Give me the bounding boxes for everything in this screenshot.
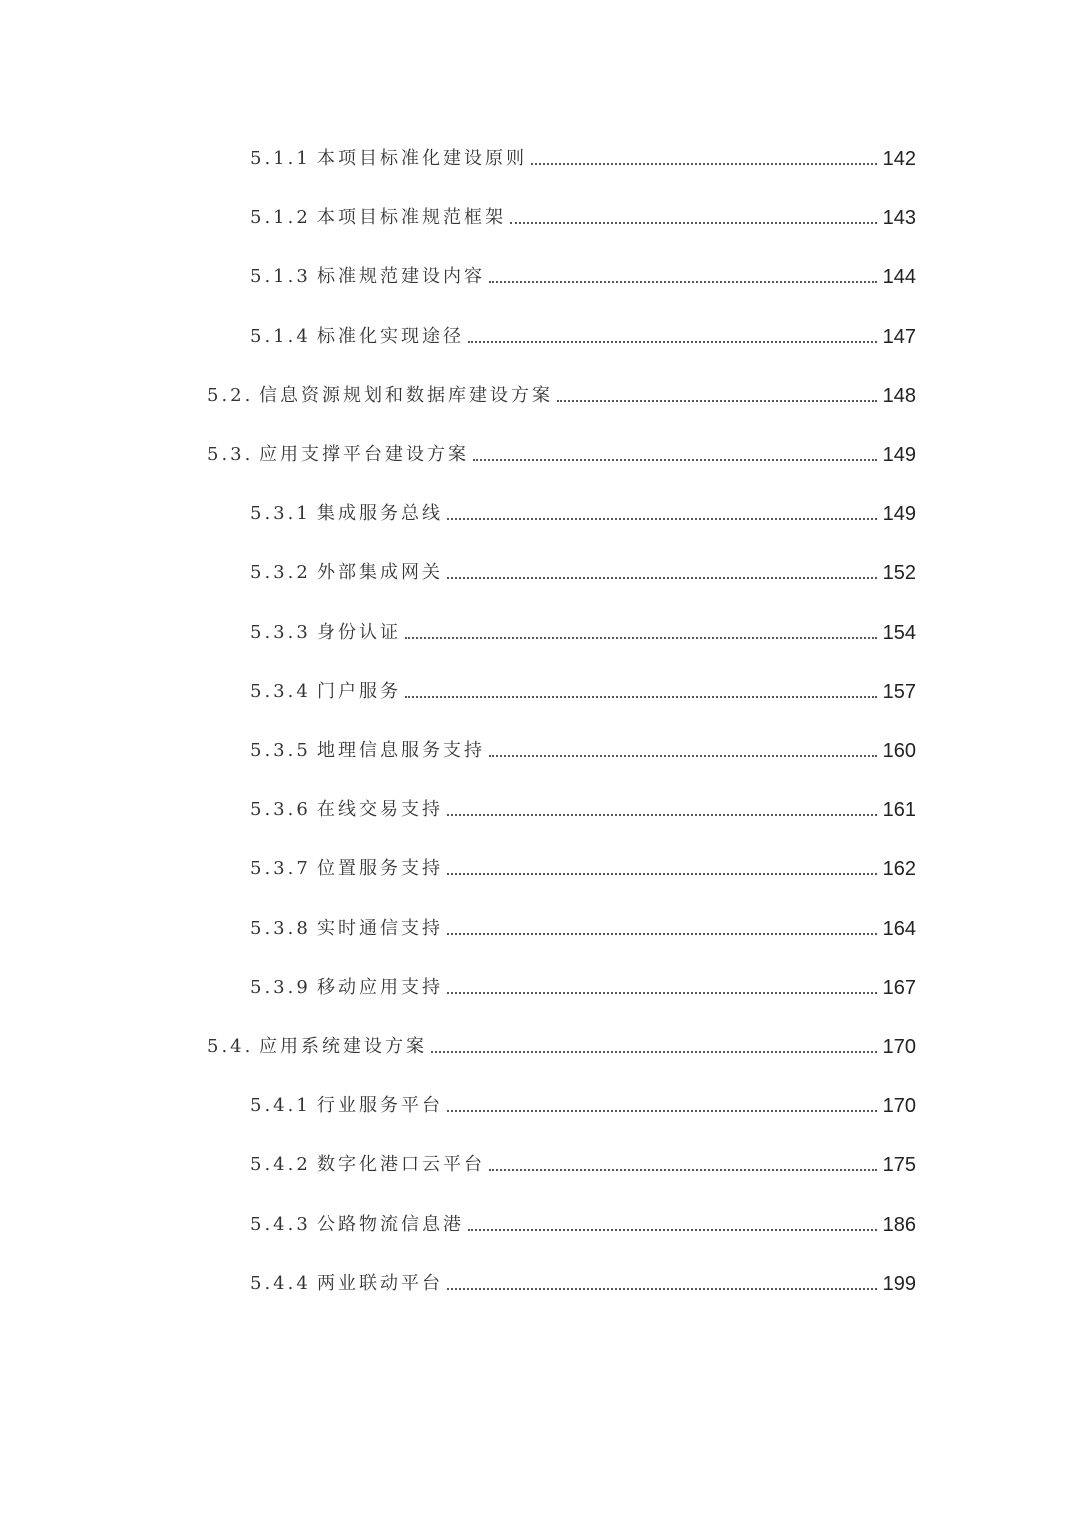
toc-page-number: 199 bbox=[882, 1272, 916, 1295]
toc-entry[interactable] bbox=[250, 544, 916, 584]
toc-section-number: 5.3.5 bbox=[250, 740, 311, 761]
toc-section-number: 5.4.1 bbox=[250, 1095, 311, 1117]
toc-dot-leader bbox=[405, 695, 877, 698]
toc-entry[interactable] bbox=[250, 189, 916, 229]
toc-section-title: 位置服务支持 bbox=[317, 858, 443, 880]
toc-page-number: 152 bbox=[882, 562, 916, 585]
toc-page-number: 157 bbox=[882, 680, 916, 703]
toc-dot-leader bbox=[468, 340, 877, 343]
toc-section-title: 本项目标准规范框架 bbox=[317, 207, 506, 229]
toc-dot-leader bbox=[447, 813, 877, 816]
toc-section-number: 5.1.3 bbox=[250, 266, 311, 288]
toc-section-title: 门户服务 bbox=[317, 680, 401, 702]
toc-dot-leader bbox=[489, 754, 877, 757]
toc-entry[interactable] bbox=[250, 604, 916, 644]
toc-entry[interactable] bbox=[207, 426, 916, 466]
toc-section-title: 应用支撑平台建设方案 bbox=[259, 444, 469, 465]
toc-section-title: 两业联动平台 bbox=[317, 1272, 443, 1294]
toc-section-title: 应用系统建设方案 bbox=[259, 1036, 427, 1057]
toc-entry[interactable] bbox=[250, 1196, 916, 1236]
toc-section-number: 5.4.2 bbox=[250, 1154, 311, 1176]
toc-section-title: 本项目标准化建设原则 bbox=[317, 148, 527, 169]
toc-section-title: 外部集成网关 bbox=[317, 562, 443, 584]
toc-section-title: 数字化港口云平台 bbox=[317, 1154, 485, 1176]
toc-page-number: 160 bbox=[882, 740, 916, 762]
toc-dot-leader bbox=[447, 872, 877, 875]
toc-section-number: 5.3.4 bbox=[250, 680, 311, 702]
toc-entry[interactable] bbox=[207, 367, 916, 407]
toc-dot-leader bbox=[447, 991, 877, 994]
toc-entry[interactable] bbox=[250, 308, 916, 348]
toc-section-number: 5.3.2 bbox=[250, 562, 311, 584]
toc-section-title: 公路物流信息港 bbox=[317, 1213, 464, 1235]
toc-entry[interactable] bbox=[250, 130, 916, 170]
toc-entry[interactable] bbox=[250, 781, 916, 821]
toc-section-number: 5.4.4 bbox=[250, 1272, 311, 1294]
toc-entry[interactable] bbox=[250, 900, 916, 940]
toc-section-title: 信息资源规划和数据库建设方案 bbox=[259, 384, 553, 406]
toc-page-number: 143 bbox=[882, 207, 916, 230]
toc-section-number: 5.1.4 bbox=[250, 325, 311, 347]
toc-page-number: 170 bbox=[882, 1095, 916, 1118]
toc-entry[interactable] bbox=[250, 959, 916, 999]
toc-dot-leader bbox=[557, 399, 877, 402]
toc-section-title: 标准规范建设内容 bbox=[317, 266, 485, 288]
toc-entry[interactable] bbox=[250, 1077, 916, 1117]
toc-section-number: 5.3. bbox=[207, 444, 254, 465]
toc-section-title: 集成服务总线 bbox=[317, 503, 443, 525]
toc-page-number: 161 bbox=[882, 799, 916, 822]
toc-section-number: 5.3.7 bbox=[250, 858, 311, 880]
toc-entry[interactable] bbox=[250, 663, 916, 703]
toc-page-number: 186 bbox=[882, 1213, 916, 1236]
toc-dot-leader bbox=[405, 636, 877, 639]
toc-page-number: 170 bbox=[882, 1036, 916, 1058]
toc-section-number: 5.4.3 bbox=[250, 1213, 311, 1235]
toc-section-title: 在线交易支持 bbox=[317, 799, 443, 821]
toc-section-title: 标准化实现途径 bbox=[317, 325, 464, 347]
toc-section-title: 实时通信支持 bbox=[317, 917, 443, 939]
toc-dot-leader bbox=[447, 517, 877, 520]
toc-entry[interactable] bbox=[250, 1255, 916, 1295]
toc-entry[interactable] bbox=[250, 1136, 916, 1176]
toc-entry[interactable] bbox=[250, 840, 916, 880]
toc-entry[interactable] bbox=[250, 722, 916, 762]
toc-page-number: 147 bbox=[882, 325, 916, 348]
toc-dot-leader bbox=[431, 1050, 877, 1053]
toc-section-number: 5.1.2 bbox=[250, 207, 311, 229]
toc-page-number: 167 bbox=[882, 976, 916, 999]
toc-section-number: 5.1.1 bbox=[250, 148, 311, 169]
toc-entry[interactable] bbox=[207, 1018, 916, 1058]
toc-page-number: 144 bbox=[882, 266, 916, 289]
toc-dot-leader bbox=[447, 1287, 877, 1290]
toc-page-number: 148 bbox=[882, 384, 916, 407]
toc-section-number: 5.3.9 bbox=[250, 976, 311, 998]
toc-section-number: 5.3.6 bbox=[250, 799, 311, 821]
toc-section-number: 5.4. bbox=[207, 1036, 254, 1057]
toc-page-number: 162 bbox=[882, 858, 916, 881]
toc-section-number: 5.2. bbox=[207, 384, 254, 406]
toc-section-number: 5.3.3 bbox=[250, 621, 311, 643]
toc-dot-leader bbox=[489, 280, 877, 283]
toc-section-number: 5.3.1 bbox=[250, 503, 311, 525]
toc-entry[interactable] bbox=[250, 485, 916, 525]
toc-page-number: 175 bbox=[882, 1154, 916, 1177]
toc-page-number: 154 bbox=[882, 621, 916, 644]
toc-section-title: 地理信息服务支持 bbox=[317, 740, 485, 761]
toc-dot-leader bbox=[489, 1168, 877, 1171]
toc-page-number: 164 bbox=[882, 917, 916, 940]
toc-page-number: 149 bbox=[882, 503, 916, 526]
toc-dot-leader bbox=[447, 932, 877, 935]
toc-dot-leader bbox=[447, 1109, 877, 1112]
toc-page-number: 149 bbox=[882, 444, 916, 466]
toc-section-title: 行业服务平台 bbox=[317, 1095, 443, 1117]
toc-section-number: 5.3.8 bbox=[250, 917, 311, 939]
toc-dot-leader bbox=[473, 458, 877, 461]
toc-section-title: 移动应用支持 bbox=[317, 976, 443, 998]
toc-dot-leader bbox=[510, 221, 877, 224]
toc-section-title: 身份认证 bbox=[317, 621, 401, 643]
toc-dot-leader bbox=[447, 576, 877, 579]
toc-dot-leader bbox=[468, 1228, 877, 1231]
toc-page-number: 142 bbox=[882, 148, 916, 170]
toc-entry[interactable] bbox=[250, 248, 916, 288]
toc-dot-leader bbox=[531, 162, 877, 165]
